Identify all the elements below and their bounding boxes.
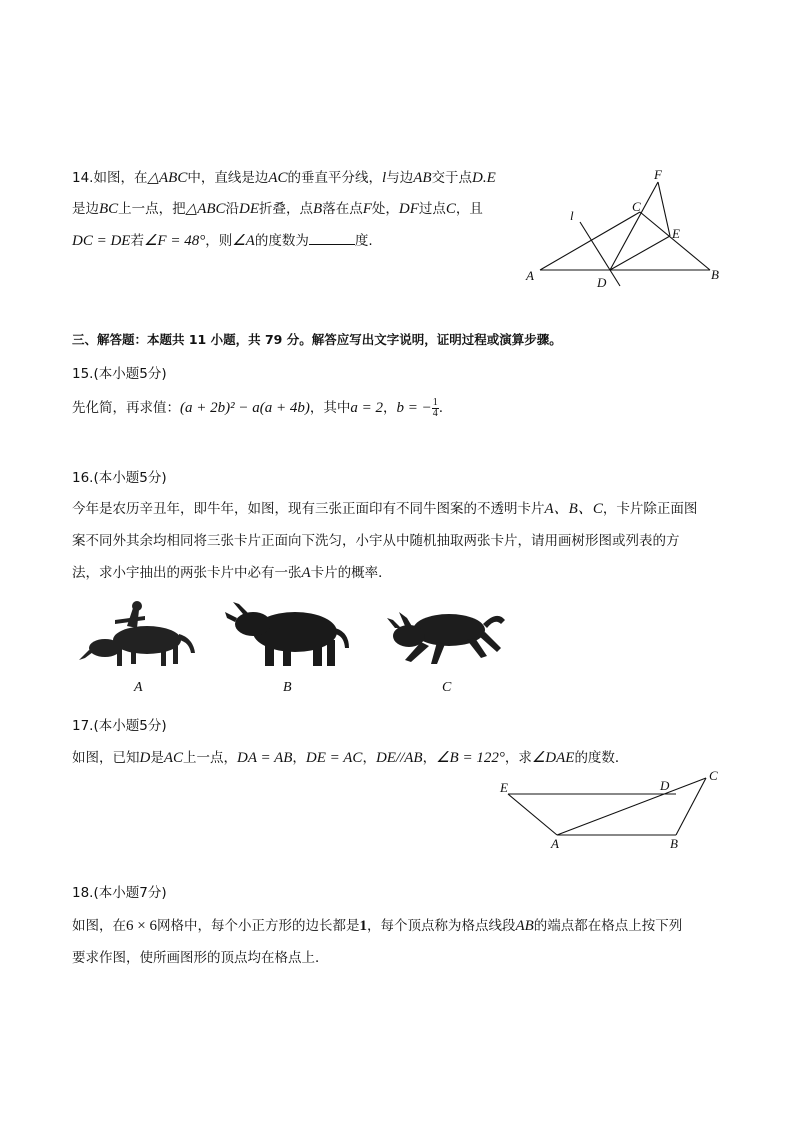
label-C: C [709, 768, 718, 783]
q18-header: 18.(本小题7分) [72, 885, 167, 901]
segment-CB [640, 212, 710, 270]
label-B: B [711, 267, 719, 282]
label-C: C [632, 199, 641, 214]
q14-geometry-figure [520, 165, 730, 295]
label-A: A [551, 836, 559, 851]
segment-EA [508, 794, 557, 835]
segment-AC [557, 778, 706, 835]
q16-header: 16.(本小题5分) [72, 470, 167, 486]
q15-body: 先化简，再求值：(a + 2b)² − a(a + 4b)，其中a = 2，b = − $\frac{1}{4}$ . [72, 396, 444, 419]
q14-line-2: 是边BC上一点，把△ABC沿DE折叠，点B落在点F处，DF过点C，且 [72, 201, 483, 217]
q15-header: 15.(本小题5分) [72, 366, 167, 382]
label-E: E [672, 226, 680, 241]
label-l: l [570, 208, 574, 223]
q16-line-1: 今年是农历辛丑年，即牛年，如图，现有三张正面印有不同牛图案的不透明卡片A、B、C，卡片除正面图 [72, 501, 698, 517]
card-image-b [225, 598, 355, 670]
label-D: D [660, 778, 670, 793]
q18-line-2: 要求作图，使所画图形的顶点均在格点上． [72, 950, 329, 966]
label-A: A [526, 268, 534, 283]
card-image-c [385, 598, 510, 670]
section-heading: 三、解答题：本题共 11 小题，共 79 分。解答应写出文字说明，证明过程或演算步骤。 [72, 332, 562, 347]
answer-blank[interactable] [309, 232, 355, 245]
fraction-one-quarter: $\frac{1}{4}$ [432, 396, 438, 419]
label-B: B [670, 836, 678, 851]
segment-BC [676, 778, 706, 835]
q17-geometry-figure [495, 765, 730, 855]
card-label-c: C [442, 680, 452, 695]
q17-header: 17.(本小题5分) [72, 718, 167, 734]
q16-line-3: 法，求小宇抽出的两张卡片中必有一张A卡片的概率． [72, 565, 392, 581]
q14-line-3: DC = DE若∠F = 48°，则∠A的度数为 度. [72, 233, 373, 249]
card-image-a [75, 598, 200, 670]
label-E: E [500, 780, 508, 795]
q18-line-1: 如图，在6 × 6网格中，每个小正方形的边长都是1，每个顶点称为格点线段AB的端点都在格点上按下列 [72, 918, 683, 934]
label-F: F [654, 167, 662, 182]
card-label-a: A [134, 680, 143, 695]
q14-line-1: 14.如图，在△ABC中，直线是边AC的垂直平分线，l与边AB交于点D.E [72, 170, 496, 186]
q17-body: 如图，已知D是AC上一点，DA = AB，DE = AC，DE//AB，∠B = 122°，求∠DAE的度数． [72, 750, 629, 766]
label-D: D [597, 275, 607, 290]
q16-line-2: 案不同外其余均相同将三张卡片正面向下洗匀，小宇从中随机抽取两张卡片，请用画树形图或列表的方 [72, 533, 680, 549]
card-label-b: B [283, 680, 292, 695]
